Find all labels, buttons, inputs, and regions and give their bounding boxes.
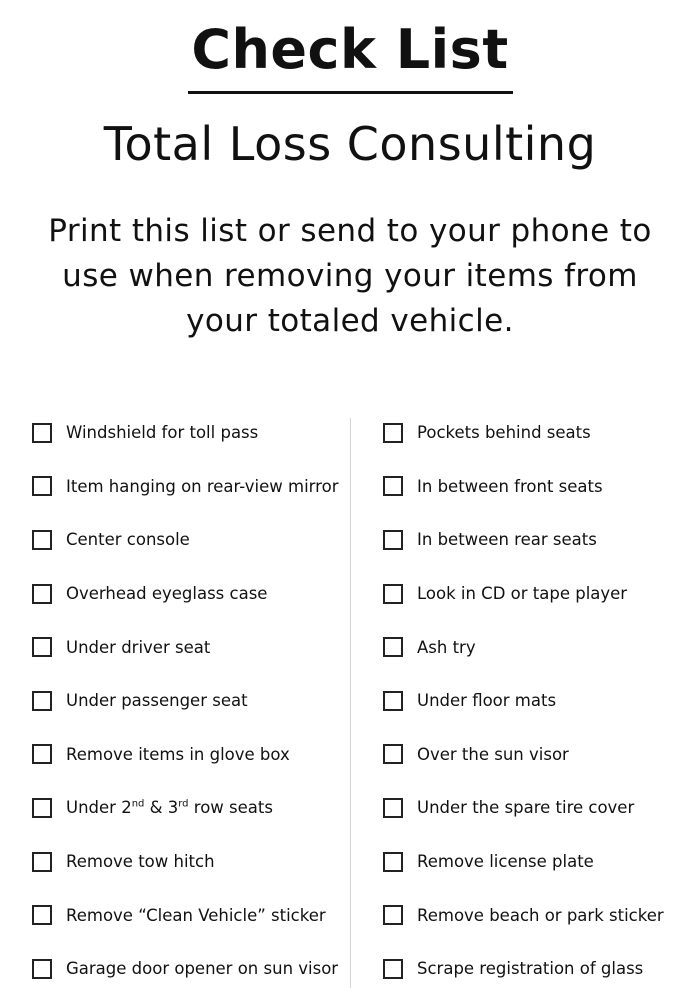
checklist-item-label: Under floor mats [417, 691, 557, 711]
checklist-item-label: Under the spare tire cover [417, 798, 635, 818]
checklist-item[interactable] [32, 406, 367, 460]
checkbox[interactable] [383, 691, 403, 711]
checklist-item-label: Windshield for toll pass [66, 423, 259, 443]
checklist-item-label [66, 798, 273, 817]
checklist-item-label: Under driver seat [66, 637, 211, 657]
checklist-item-label: Pockets behind seats [417, 423, 591, 443]
checklist-item[interactable] [32, 620, 367, 674]
checklist-item[interactable] [383, 781, 693, 835]
checklist-item[interactable] [383, 728, 693, 782]
checkbox[interactable] [32, 584, 52, 604]
checklist-item-label: Over the sun visor [417, 744, 569, 764]
checklist-item[interactable] [32, 674, 367, 728]
checklist-item[interactable] [383, 460, 693, 514]
checklist-item[interactable] [383, 620, 693, 674]
label-part: & 3 [144, 798, 179, 818]
checklist-item[interactable] [32, 513, 367, 567]
checklist-item-label: In between rear seats [417, 530, 597, 550]
checklist-item-label: In between front seats [417, 476, 603, 496]
checklist-item[interactable] [383, 835, 693, 889]
checklist-item[interactable] [383, 567, 693, 621]
checkbox[interactable] [32, 959, 52, 979]
checklist-item[interactable] [32, 781, 367, 835]
checkbox[interactable] [383, 637, 403, 657]
checklist-item[interactable] [383, 513, 693, 567]
ordinal-suffix: rd [178, 798, 189, 810]
checkbox[interactable] [383, 530, 403, 550]
checkbox[interactable] [383, 744, 403, 764]
checklist-item-label: Remove “Clean Vehicle” sticker [66, 905, 326, 925]
checkbox[interactable] [32, 744, 52, 764]
checkbox[interactable] [383, 905, 403, 925]
checklist-item[interactable] [32, 888, 367, 942]
checklist-item-label: Remove beach or park sticker [417, 905, 664, 925]
checkbox[interactable] [32, 423, 52, 443]
checkbox[interactable] [32, 637, 52, 657]
intro-text: Print this list or send to your phone to use when removing your items from your totaled vehicle. [48, 213, 652, 339]
checklist-left-column [32, 406, 367, 996]
checklist-right-column [383, 406, 693, 996]
checklist-item[interactable] [32, 460, 367, 514]
checklist-item-label: Remove items in glove box [66, 744, 290, 764]
label-part: row seats [188, 798, 273, 818]
checklist-item-label: Center console [66, 530, 190, 550]
checklist-item-label: Overhead eyeglass case [66, 584, 268, 604]
page-title: Check List [191, 18, 509, 81]
checkbox[interactable] [32, 852, 52, 872]
checkbox[interactable] [383, 852, 403, 872]
checklist-item-label: Remove license plate [417, 852, 594, 872]
checklist-item[interactable] [32, 728, 367, 782]
checkbox[interactable] [32, 476, 52, 496]
checkbox[interactable] [32, 530, 52, 550]
checkbox[interactable] [32, 798, 52, 818]
title-underline [188, 91, 513, 94]
checklist-item[interactable] [383, 674, 693, 728]
checklist-item[interactable] [383, 888, 693, 942]
label-part: Under 2 [66, 798, 132, 818]
page-subtitle: Total Loss Consulting [103, 117, 597, 171]
checklist-item[interactable] [383, 942, 693, 996]
checkbox[interactable] [32, 905, 52, 925]
checklist-item[interactable] [32, 942, 367, 996]
ordinal-suffix: nd [131, 798, 145, 810]
checklist-item-label: Under passenger seat [66, 691, 248, 711]
checkbox[interactable] [383, 959, 403, 979]
checklist-item-label: Garage door opener on sun visor [66, 959, 339, 979]
checklist-item-label: Scrape registration of glass [417, 959, 644, 979]
checklist-item-label: Remove tow hitch [66, 852, 215, 872]
checkbox[interactable] [383, 476, 403, 496]
checklist-item-label: Item hanging on rear-view mirror [66, 476, 339, 496]
checklist-item-label: Ash try [417, 637, 476, 657]
checkbox[interactable] [32, 691, 52, 711]
checklist-item[interactable] [383, 406, 693, 460]
checklist-item[interactable] [32, 835, 367, 889]
checklist-item-label: Look in CD or tape player [417, 584, 628, 604]
checkbox[interactable] [383, 584, 403, 604]
checkbox[interactable] [383, 798, 403, 818]
checklist-item[interactable] [32, 567, 367, 621]
checkbox[interactable] [383, 423, 403, 443]
